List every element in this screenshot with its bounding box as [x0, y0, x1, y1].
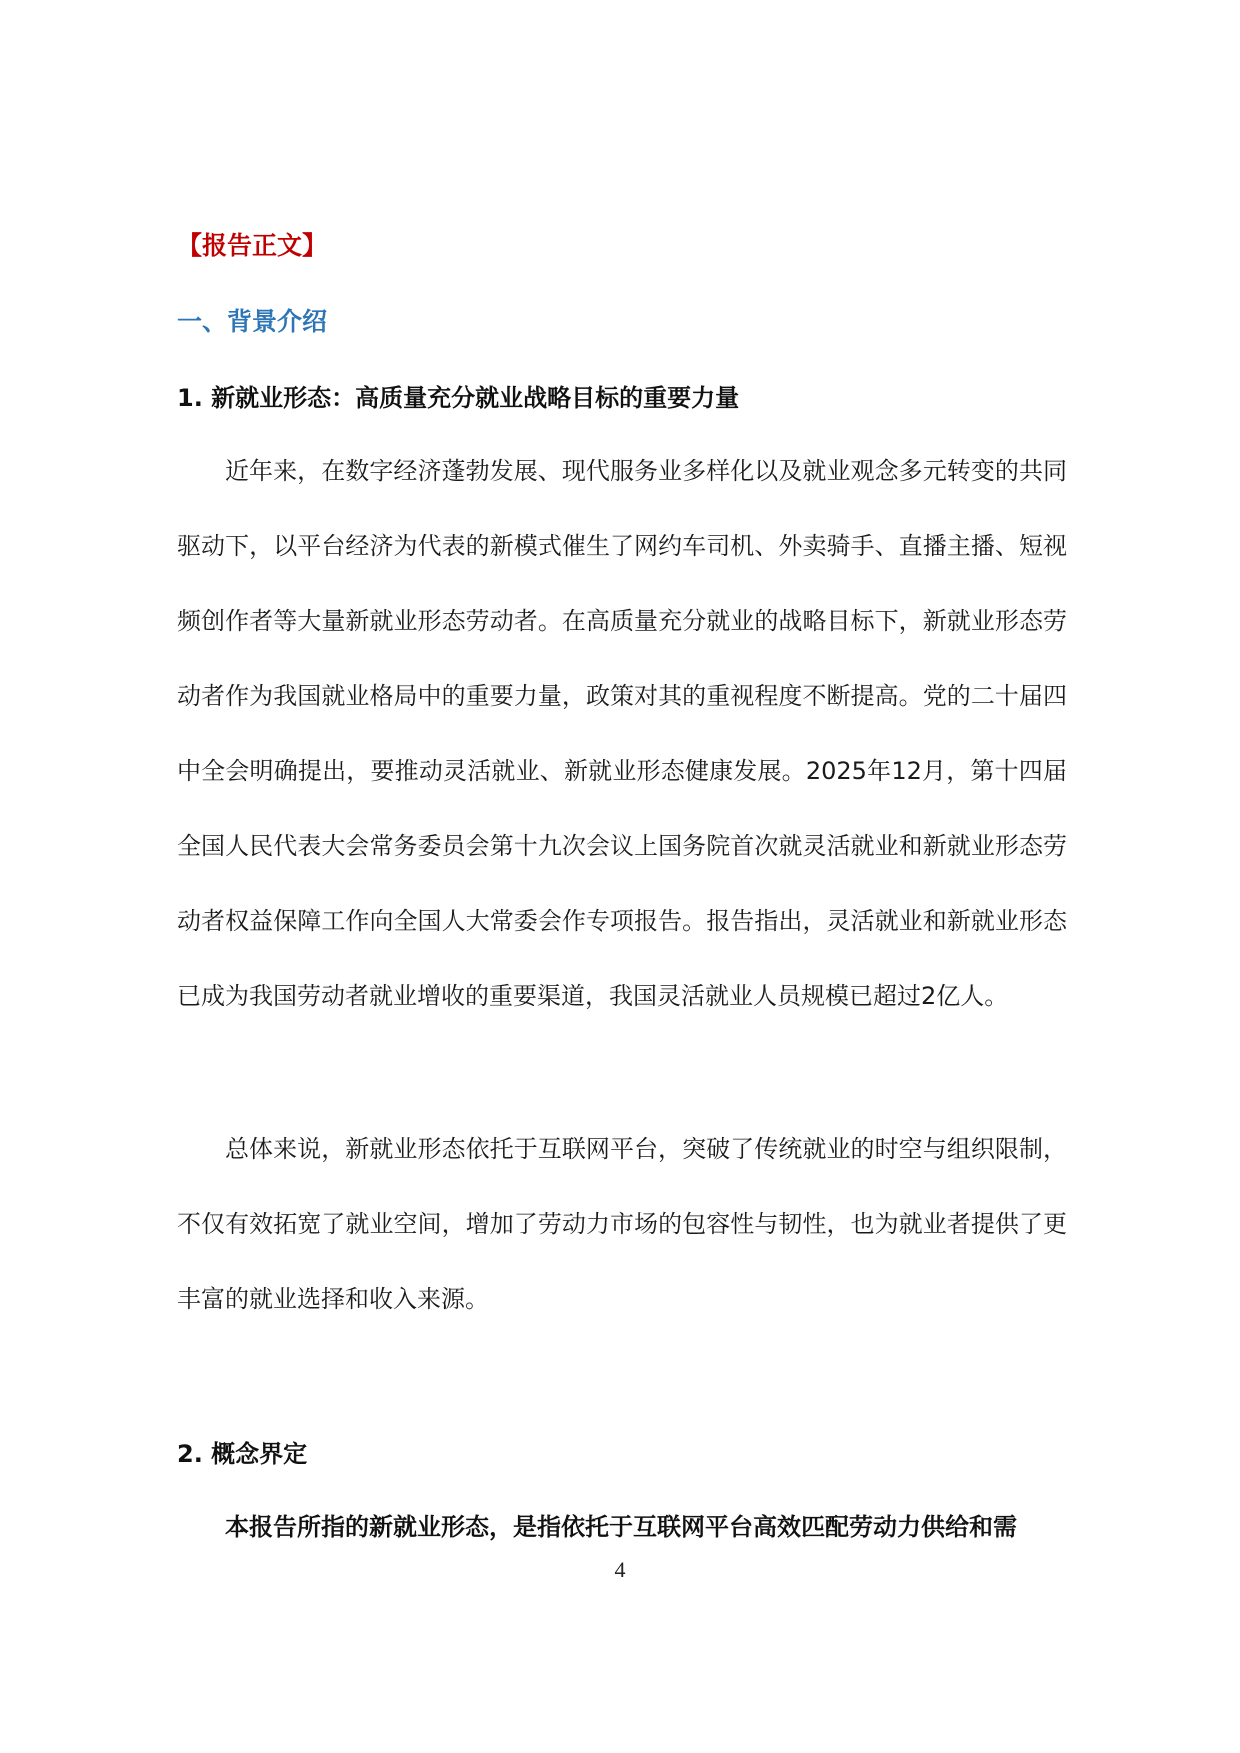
report-body-label: 【报告正文】: [177, 231, 328, 260]
definition-paragraph: 本报告所指的新就业形态，是指依托于互联网平台高效匹配劳动力供给和需: [225, 1513, 1017, 1541]
subsection-title-new-employment: 1. 新就业形态：高质量充分就业战略目标的重要力量: [177, 384, 740, 412]
section-heading-background: 一、背景介绍: [177, 307, 328, 336]
body-paragraph: 近年来，在数字经济蓬勃发展、现代服务业多样化以及就业观念多元转变的共同驱动下，以平台经济为代表的新模式催生了网约车司机、外卖骑手、直播主播、短视频创作者等大量新就业形态劳动者。在高质量充分就业的战略目标下，新就业形态劳动者作为我国就业格局中的重要力量，政策对其的重视程度不断提高。党的二十届四中全会明确提出，要推动灵活就业、新就业形态健康发展。2025年12月，第十四届全国人民代表大会常务委员会第十九次会议上国务院首次就灵活就业和新就业形态劳动者权益保障工作向全国人大常委会作专项报告。报告指出，灵活就业和新就业形态已成为我国劳动者就业增收的重要渠道，我国灵活就业人员规模已超过2亿人。: [177, 457, 1067, 1010]
subsection-title-concept-definition: 2. 概念界定: [177, 1440, 308, 1468]
page-number: 4: [614, 1557, 626, 1582]
body-paragraph: 总体来说，新就业形态依托于互联网平台，突破了传统就业的时空与组织限制，不仅有效拓宽了就业空间，增加了劳动力市场的包容性与韧性，也为就业者提供了更丰富的就业选择和收入来源。: [177, 1135, 1067, 1313]
